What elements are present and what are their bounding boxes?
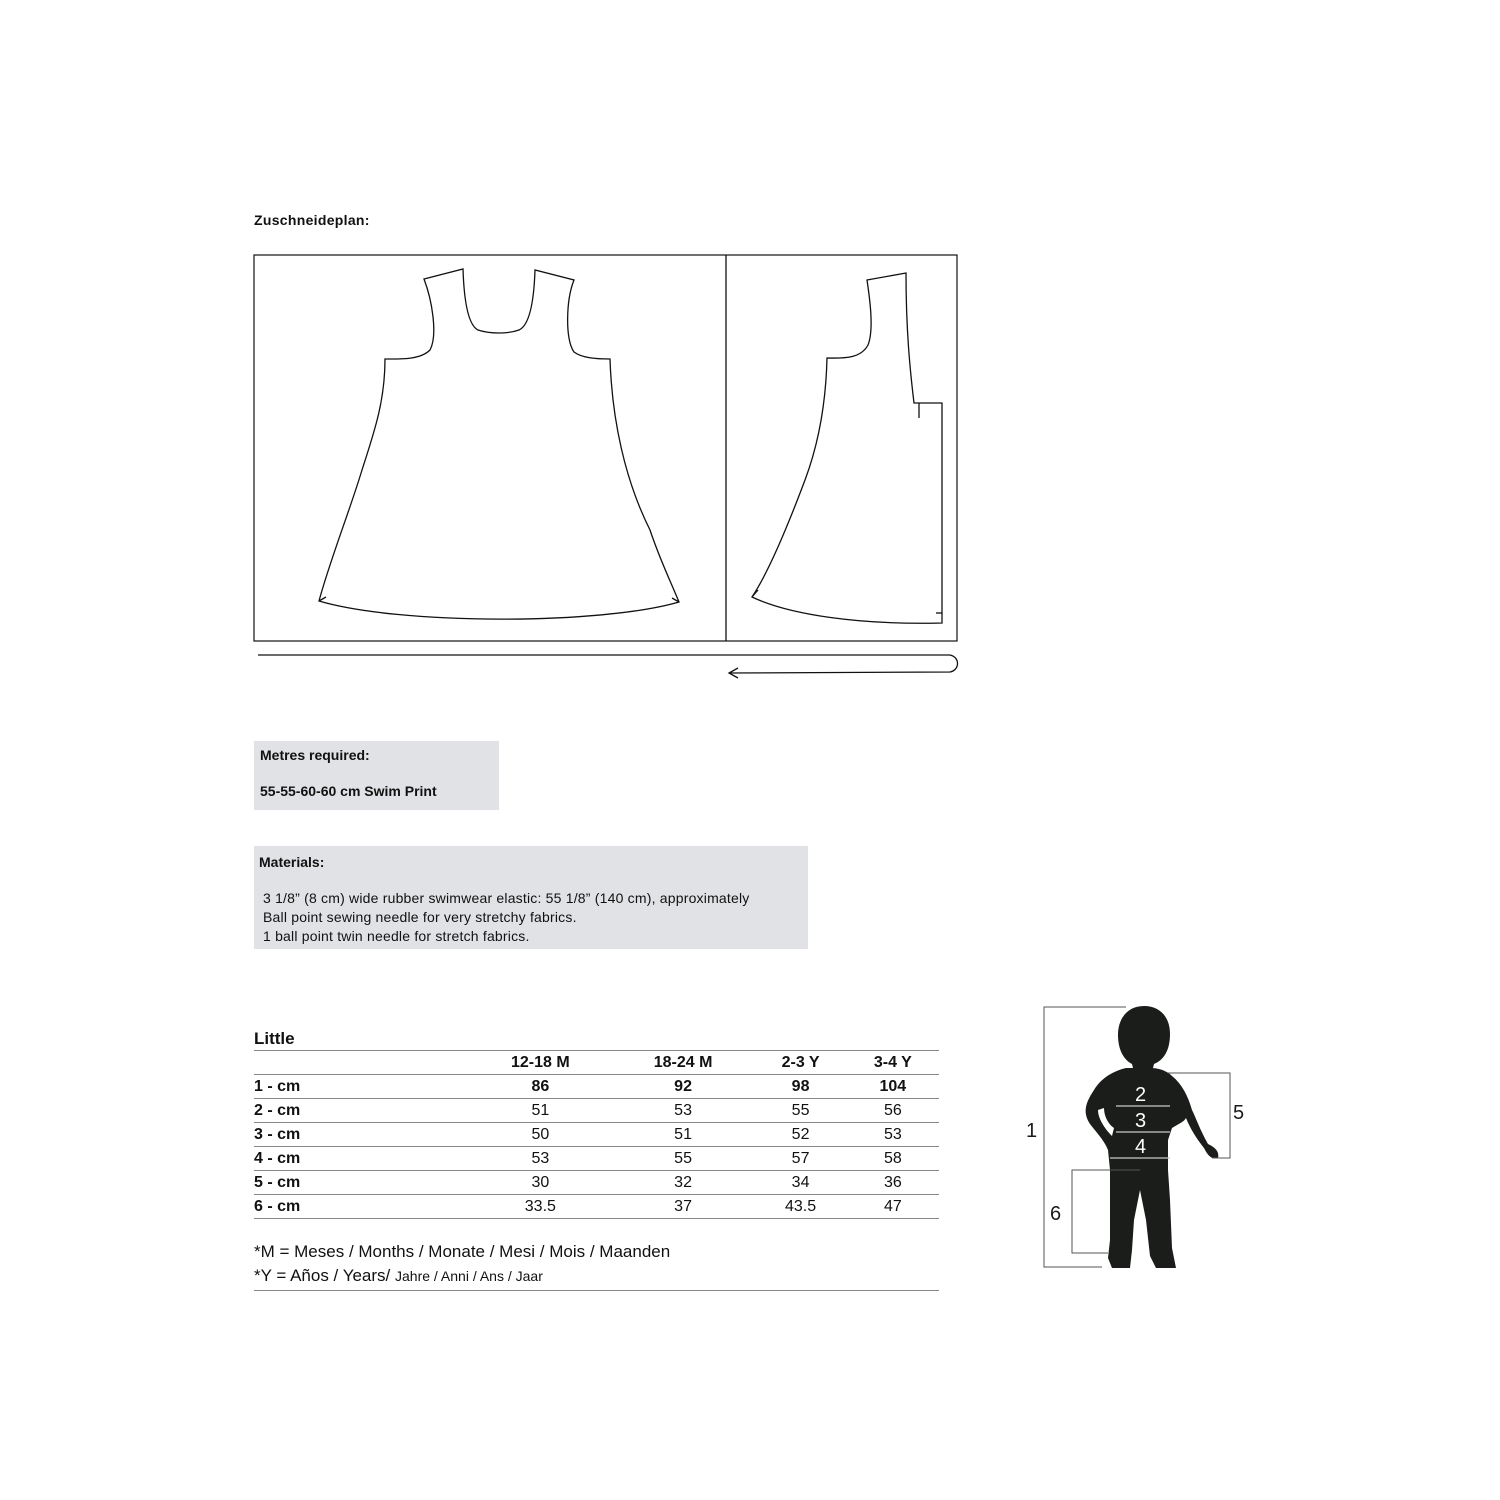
metres-required-value: 55-55-60-60 cm Swim Print <box>260 783 437 799</box>
table-cell: 33.5 <box>469 1195 612 1219</box>
size-footnotes <box>254 1240 939 1291</box>
materials-item: Ball point sewing needle for very stretchy fabrics. <box>263 909 577 925</box>
front-piece <box>319 269 679 619</box>
table-cell: 92 <box>612 1075 755 1099</box>
child-measurement-figure <box>1020 1000 1260 1280</box>
row-label: 4 - cm <box>254 1147 469 1171</box>
grainline-return <box>730 655 958 673</box>
table-cell: 58 <box>847 1147 939 1171</box>
back-piece <box>752 273 942 623</box>
table-row <box>254 1123 939 1147</box>
table-cell: 36 <box>847 1171 939 1195</box>
table-cell: 53 <box>469 1147 612 1171</box>
table-cell: 86 <box>469 1075 612 1099</box>
materials-title: Materials: <box>259 854 325 870</box>
column-header: 2-3 Y <box>754 1051 846 1075</box>
table-cell: 104 <box>847 1075 939 1099</box>
row-label: 6 - cm <box>254 1195 469 1219</box>
materials-item: 1 ball point twin needle for stretch fabrics. <box>263 928 530 944</box>
cutting-plan-title: Zuschneideplan: <box>254 212 370 228</box>
materials-list <box>263 889 750 946</box>
figure-label-6: 6 <box>1050 1203 1062 1225</box>
metres-required-title: Metres required: <box>260 747 370 763</box>
table-cell: 30 <box>469 1171 612 1195</box>
silhouette-head <box>1118 1006 1170 1072</box>
table-cell: 32 <box>612 1171 755 1195</box>
silhouette-body <box>1086 1068 1219 1268</box>
table-cell: 53 <box>847 1123 939 1147</box>
fabric-outline <box>254 255 957 641</box>
footnote-months: *M = Meses / Months / Monate / Mesi / Mois / Maanden <box>254 1242 671 1261</box>
table-row <box>254 1195 939 1219</box>
table-cell: 53 <box>612 1099 755 1123</box>
cutting-plan-diagram <box>250 250 965 680</box>
figure-label-2: 2 <box>1135 1084 1147 1106</box>
table-cell: 52 <box>754 1123 846 1147</box>
figure-label-3: 3 <box>1135 1110 1147 1132</box>
table-cell: 57 <box>754 1147 846 1171</box>
footnote-years <box>254 1264 939 1288</box>
size-table-caption: Little <box>254 1028 939 1051</box>
figure-label-4: 4 <box>1135 1136 1147 1158</box>
figure-label-5: 5 <box>1233 1102 1245 1124</box>
metres-required-box <box>254 741 499 810</box>
table-row <box>254 1147 939 1171</box>
table-cell: 51 <box>469 1099 612 1123</box>
row-label: 2 - cm <box>254 1099 469 1123</box>
footnote-years-small: Jahre / Anni / Ans / Jaar <box>395 1268 543 1284</box>
table-cell: 37 <box>612 1195 755 1219</box>
table-row <box>254 1171 939 1195</box>
figure-label-1: 1 <box>1026 1120 1038 1142</box>
table-cell: 55 <box>754 1099 846 1123</box>
table-row <box>254 1075 939 1099</box>
table-cell: 98 <box>754 1075 846 1099</box>
table-cell: 56 <box>847 1099 939 1123</box>
column-header: 12-18 M <box>469 1051 612 1075</box>
row-label: 1 - cm <box>254 1075 469 1099</box>
materials-box <box>254 846 808 949</box>
table-header-row <box>254 1051 939 1075</box>
table-cell: 43.5 <box>754 1195 846 1219</box>
back-hem-notch <box>752 590 758 597</box>
table-cell: 50 <box>469 1123 612 1147</box>
row-label: 3 - cm <box>254 1123 469 1147</box>
header-blank <box>254 1051 469 1075</box>
materials-item: 3 1/8” (8 cm) wide rubber swimwear elastic: 55 1/8” (140 cm), approximately <box>263 890 750 906</box>
table-row <box>254 1099 939 1123</box>
table-cell: 47 <box>847 1195 939 1219</box>
table-cell: 51 <box>612 1123 755 1147</box>
column-header: 18-24 M <box>612 1051 755 1075</box>
footnote-years-main: *Y = Años / Years/ <box>254 1266 391 1285</box>
table-cell: 34 <box>754 1171 846 1195</box>
size-table <box>254 1028 939 1219</box>
column-header: 3-4 Y <box>847 1051 939 1075</box>
child-silhouette <box>1086 1006 1219 1268</box>
table-cell: 55 <box>612 1147 755 1171</box>
row-label: 5 - cm <box>254 1171 469 1195</box>
